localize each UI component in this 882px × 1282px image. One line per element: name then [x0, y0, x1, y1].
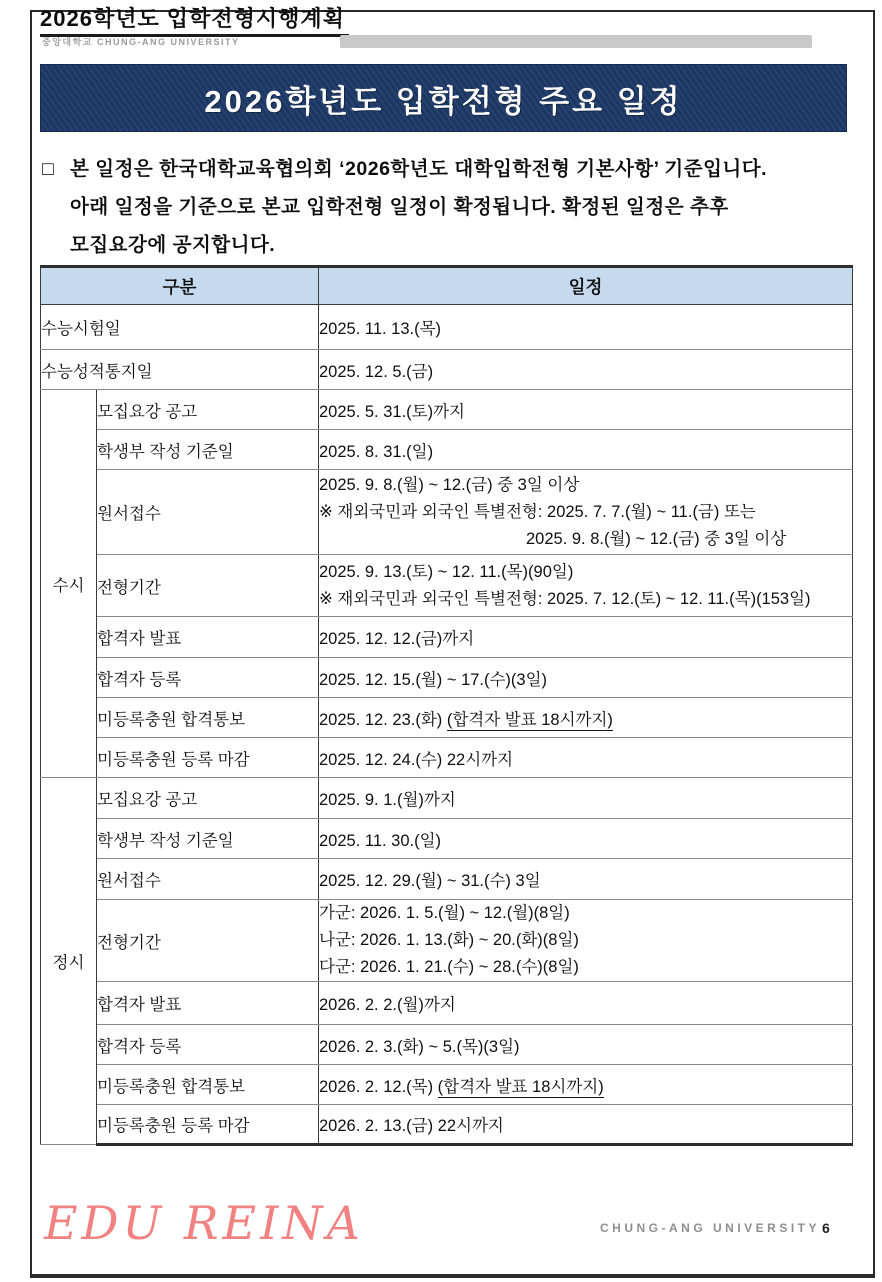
row-category: 미등록충원 등록 마감: [97, 738, 319, 778]
row-date: 2026. 2. 2.(월)까지: [319, 982, 853, 1025]
row-date: 2026. 2. 12.(목) (합격자 발표 18시까지): [319, 1065, 853, 1105]
row-date: 2025. 8. 31.(일): [319, 430, 853, 470]
intro-paragraph: [42, 150, 854, 264]
row-category: 수능시험일: [41, 305, 319, 350]
row-date: 2025. 12. 5.(금): [319, 350, 853, 390]
row-category: 전형기간: [97, 900, 319, 982]
table-row: [41, 617, 853, 658]
row-category: 합격자 발표: [97, 617, 319, 658]
row-date: 2025. 12. 15.(월) ~ 17.(수)(3일): [319, 658, 853, 698]
table-row: [41, 1025, 853, 1065]
group-label-jeongsi: 정시: [41, 778, 97, 1145]
title-banner: [40, 64, 847, 132]
row-category: 학생부 작성 기준일: [97, 819, 319, 859]
row-category: 합격자 등록: [97, 1025, 319, 1065]
footer-university-name: CHUNG-ANG UNIVERSITY: [600, 1221, 821, 1235]
table-row: [41, 305, 853, 350]
table-header-row: [41, 267, 853, 305]
table-row: [41, 390, 853, 430]
table-row: [41, 738, 853, 778]
intro-line-3: 모집요강에 공지합니다.: [70, 234, 276, 256]
row-category: 합격자 발표: [97, 982, 319, 1025]
row-date: 2025. 11. 30.(일): [319, 819, 853, 859]
table-row: [41, 778, 853, 819]
row-date: 2026. 2. 3.(화) ~ 5.(목)(3일): [319, 1025, 853, 1065]
table-row: [41, 658, 853, 698]
table-row: [41, 819, 853, 859]
page-number: 6: [822, 1220, 830, 1236]
checkbox-square-icon: □: [42, 158, 55, 180]
row-category: 수능성적통지일: [41, 350, 319, 390]
table-row: [41, 470, 853, 555]
row-date: 2025. 12. 12.(금)까지: [319, 617, 853, 658]
table-row: [41, 350, 853, 390]
table-row: [41, 982, 853, 1025]
row-category: 원서접수: [97, 859, 319, 900]
row-date: 2025. 11. 13.(목): [319, 305, 853, 350]
admission-schedule-table: [40, 265, 853, 1146]
column-header-schedule: 일정: [319, 267, 853, 305]
table-row: [41, 900, 853, 982]
row-date: 2025. 9. 1.(월)까지: [319, 778, 853, 819]
underlined-note: (합격자 발표 18시까지): [446, 710, 613, 729]
group-label-susi: 수시: [41, 390, 97, 778]
table-row: [41, 1065, 853, 1105]
edu-reina-watermark: EDU REINA: [44, 1196, 364, 1250]
row-date: 가군: 2026. 1. 5.(월) ~ 12.(월)(8일) 나군: 2026. 1. 13.(화) ~ 20.(화)(8일) 다군: 2026. 1. 21.(수) ~ 28.(수)(8일): [319, 900, 853, 982]
table-row: [41, 698, 853, 738]
row-date: 2025. 9. 13.(토) ~ 12. 11.(목)(90일) ※ 재외국민과 외국인 특별전형: 2025. 7. 12.(토) ~ 12. 11.(목)(153일): [319, 555, 853, 617]
intro-line-1: □ 본 일정은 한국대학교육협의회 ‘2026학년도 대학입학전형 기본사항’ 기준입니다.: [42, 150, 854, 188]
intro-line-2: 아래 일정을 기준으로 본교 입학전형 일정이 확정됩니다. 확정된 일정은 추후: [70, 196, 729, 218]
row-date: 2025. 12. 23.(화) (합격자 발표 18시까지): [319, 698, 853, 738]
banner-title: 2026학년도 입학전형 주요 일정: [204, 83, 683, 119]
row-date: 2026. 2. 13.(금) 22시까지: [319, 1105, 853, 1145]
table-row: [41, 430, 853, 470]
document-title: 2026학년도 입학전형시행계획: [40, 2, 349, 37]
row-category: 미등록충원 합격통보: [97, 1065, 319, 1105]
column-header-category: 구분: [41, 267, 319, 305]
header-gray-bar: [340, 35, 812, 48]
row-date: 2025. 5. 31.(토)까지: [319, 390, 853, 430]
row-category: 합격자 등록: [97, 658, 319, 698]
row-category: 미등록충원 등록 마감: [97, 1105, 319, 1145]
row-category: 원서접수: [97, 470, 319, 555]
row-category: 전형기간: [97, 555, 319, 617]
table-row: [41, 859, 853, 900]
table-row: [41, 1105, 853, 1145]
row-date: 2025. 9. 8.(월) ~ 12.(금) 중 3일 이상 ※ 재외국민과 외국인 특별전형: 2025. 7. 7.(월) ~ 11.(금) 또는 2025. 9. 8.(월) ~ 12.(금) 중 3일 이상: [319, 470, 853, 555]
table-row: [41, 555, 853, 617]
row-category: 학생부 작성 기준일: [97, 430, 319, 470]
row-category: 모집요강 공고: [97, 390, 319, 430]
row-category: 모집요강 공고: [97, 778, 319, 819]
row-date: 2025. 12. 29.(월) ~ 31.(수) 3일: [319, 859, 853, 900]
university-logo-text: 중앙대학교 CHUNG-ANG UNIVERSITY: [42, 37, 240, 47]
row-category: 미등록충원 합격통보: [97, 698, 319, 738]
underlined-note: (합격자 발표 18시까지): [437, 1077, 604, 1096]
row-date: 2025. 12. 24.(수) 22시까지: [319, 738, 853, 778]
